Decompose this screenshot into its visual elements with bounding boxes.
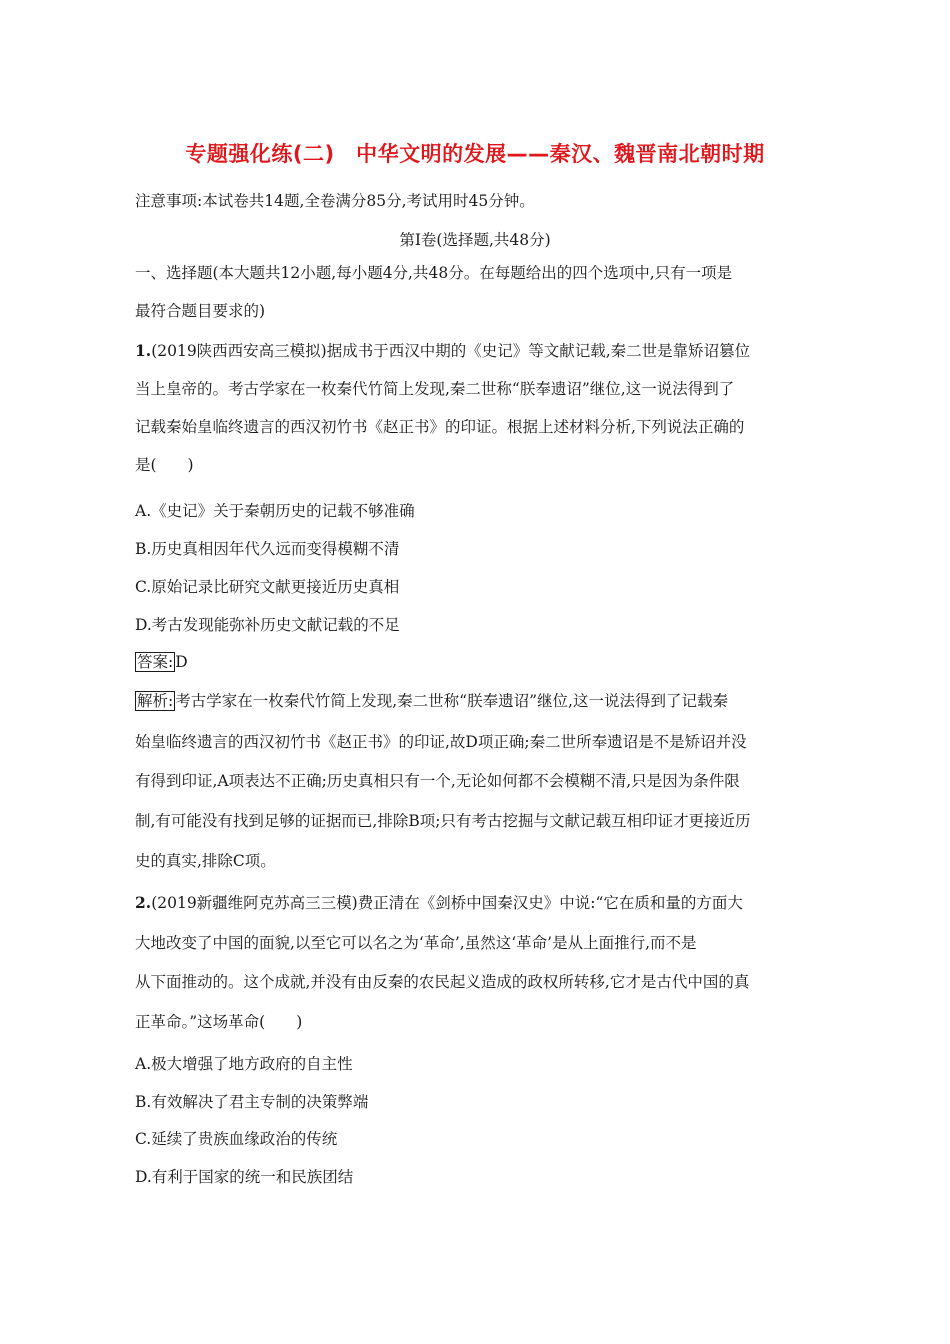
question-1-stem [135,340,815,362]
question-1-analysis-line: 有得到印证,A项表达不正确;历史真相只有一个,无论如何都不会模糊不清,只是因为条件限 [135,772,740,790]
question-2-stem-line: 从下面推动的。这个成就,并没有由反秦的农民起义造成的政权所转移,它才是古代中国的真 [135,973,750,991]
question-1-analysis [135,690,815,712]
page-title: 专题强化练(二) 中华文明的发展——秦汉、魏晋南北朝时期 [185,142,765,166]
question-1-analysis-line: 史的真实,排除C项。 [135,852,276,870]
question-1-stem-line: 当上皇帝的。考古学家在一枚秦代竹简上发现,秦二世称“朕奉遗诏”继位,这一说法得到了 [135,380,735,398]
question-2-stem-line: 大地改变了中国的面貌,以至它可以名之为‘革命’,虽然这‘革命’是从上面推行,而不是 [135,934,697,952]
question-number: 1. [135,341,152,360]
question-2-option-d: D.有利于国家的统一和民族团结 [135,1168,354,1186]
answer-label: 答案: [137,653,174,671]
question-2-option-c: C.延续了贵族血缘政治的传统 [135,1130,338,1148]
notice-text: 注意事项:本试卷共14题,全卷满分85分,考试用时45分钟。 [135,192,535,210]
question-1-option-a: A.《史记》关于秦朝历史的记载不够准确 [135,502,415,520]
question-1-option-d: D.考古发现能弥补历史文献记载的不足 [135,616,400,634]
volume-heading: 第Ⅰ卷(选择题,共48分) [399,231,551,249]
answer-value: D [175,653,188,671]
question-1-stem-line: 记载秦始皇临终遗言的西汉初竹书《赵正书》的印证。根据上述材料分析,下列说法正确的 [135,418,745,436]
question-1-stem-line: 是( ) [135,456,194,474]
question-2-stem-line: 正革命。”这场革命( ) [135,1013,303,1031]
question-1-answer [135,651,815,673]
question-1-analysis-line: 始皇临终遗言的西汉初竹书《赵正书》的印证,故D项正确;秦二世所奉遗诏是不是矫诏并没 [135,733,747,751]
question-1-option-c: C.原始记录比研究文献更接近历史真相 [135,578,400,596]
question-1-analysis-line: 制,有可能没有找到足够的证据而已,排除B项;只有考古挖掘与文献记载互相印证才更接近历 [135,812,751,830]
section-intro-line: 一、选择题(本大题共12小题,每小题4分,共48分。在每题给出的四个选项中,只有一项是 [135,264,733,282]
question-2-option-b: B.有效解决了君主专制的决策弊端 [135,1093,369,1111]
analysis-label: 解析: [137,692,174,710]
question-number: 2. [135,893,152,912]
analysis-text: 考古学家在一枚秦代竹简上发现,秦二世称“朕奉遗诏”继位,这一说法得到了记载秦 [175,692,728,710]
question-stem-text: (2019新疆维阿克苏高三三模)费正清在《剑桥中国秦汉史》中说:“它在质和量的方面大 [151,894,743,912]
question-2-stem [135,892,815,914]
question-stem-text: (2019陕西西安高三模拟)据成书于西汉中期的《史记》等文献记载,秦二世是靠矫诏篡位 [151,342,751,360]
question-2-option-a: A.极大增强了地方政府的自主性 [135,1055,353,1073]
section-intro-line: 最符合题目要求的) [135,302,266,320]
question-1-option-b: B.历史真相因年代久远而变得模糊不清 [135,540,400,558]
